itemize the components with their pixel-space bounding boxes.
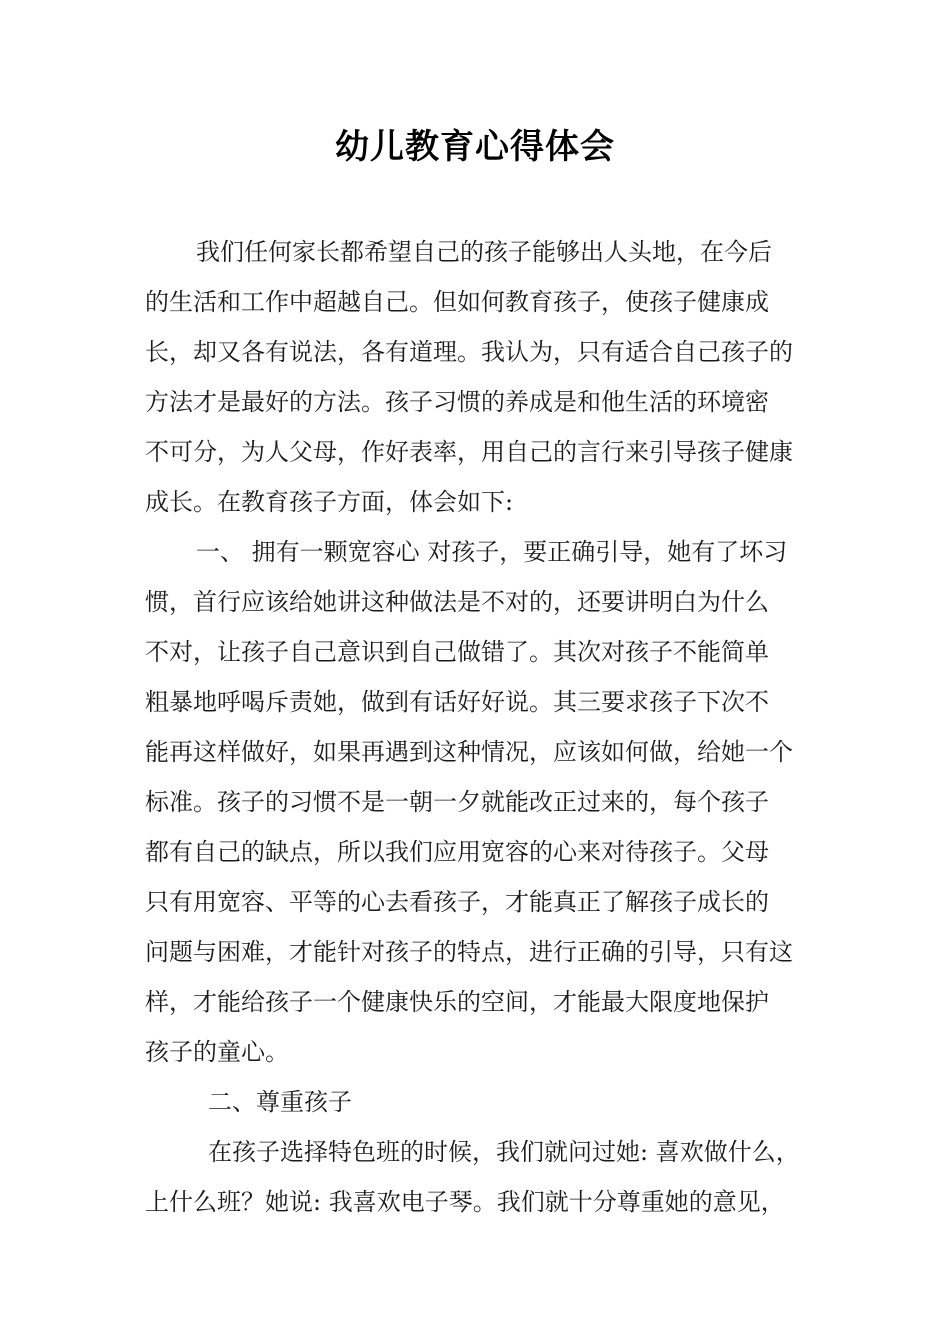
paragraph-line: 孩子的童心。 [145,1038,289,1066]
paragraph-line: 上什么班？她说: 我喜欢电子琴。我们就十分尊重她的意见， [145,1188,785,1216]
paragraph-line: 只有用宽容、平等的心去看孩子，才能真正了解孩子成长的 [145,888,769,916]
paragraph-line: 不对，让孩子自己意识到自己做错了。其次对孩子不能简单 [145,638,769,666]
section-heading-line: 二、尊重孩子 [208,1088,352,1116]
paragraph-line: 成长。在教育孩子方面，体会如下: [145,488,514,516]
paragraph-line: 粗暴地呼喝斥责她，做到有话好好说。其三要求孩子下次不 [145,688,769,716]
paragraph-line: 在孩子选择特色班的时候，我们就问过她: 喜欢做什么， [208,1138,800,1166]
paragraph-line: 标准。孩子的习惯不是一朝一夕就能改正过来的，每个孩子 [145,788,769,816]
document-title: 幼儿教育心得体会 [335,127,615,167]
paragraph-line: 长，却又各有说法，各有道理。我认为，只有适合自己孩子的 [145,338,793,366]
paragraph-line: 不可分，为人父母，作好表率，用自己的言行来引导孩子健康 [145,438,793,466]
paragraph-line: 样，才能给孩子一个健康快乐的空间，才能最大限度地保护 [145,988,769,1016]
paragraph-line: 能再这样做好，如果再遇到这种情况，应该如何做，给她一个 [145,738,793,766]
paragraph-line: 都有自己的缺点，所以我们应用宽容的心来对待孩子。父母 [145,838,769,866]
paragraph-line: 问题与困难，才能针对孩子的特点，进行正确的引导，只有这 [145,938,793,966]
paragraph-line: 惯，首行应该给她讲这种做法是不对的，还要讲明白为什么 [145,588,769,616]
paragraph-line: 方法才是最好的方法。孩子习惯的养成是和他生活的环境密 [145,388,769,416]
section-heading-line: 一、 拥有一颗宽容心 对孩子，要正确引导，她有了坏习 [196,538,788,566]
paragraph-line: 我们任何家长都希望自己的孩子能够出人头地，在今后 [196,238,772,266]
paragraph-line: 的生活和工作中超越自己。但如何教育孩子，使孩子健康成 [145,288,769,316]
